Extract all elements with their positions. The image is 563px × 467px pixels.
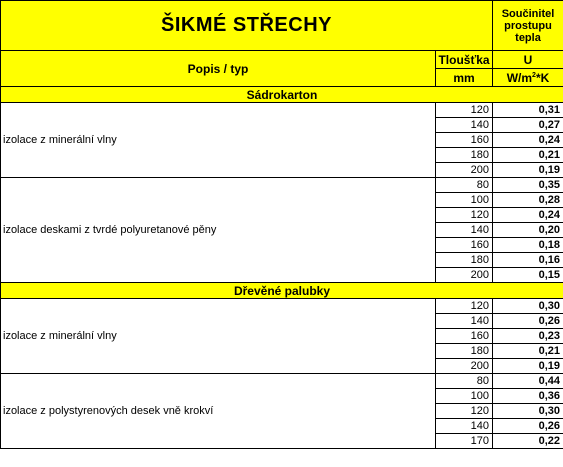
table-row — [1, 299, 563, 314]
u-value-cell: 0,44 — [493, 374, 563, 389]
coef-header: Součinitel prostupu tepla — [493, 1, 563, 51]
u-unit — [493, 69, 563, 87]
u-value-cell: 0,16 — [493, 253, 563, 268]
thickness-cell: 160 — [436, 238, 493, 253]
thickness-cell: 170 — [436, 434, 493, 449]
u-value-cell: 0,21 — [493, 344, 563, 359]
u-value-cell: 0,30 — [493, 299, 563, 314]
thickness-cell: 200 — [436, 268, 493, 283]
u-value-cell: 0,27 — [493, 118, 563, 133]
thickness-cell: 200 — [436, 359, 493, 374]
thickness-cell: 100 — [436, 193, 493, 208]
table-row — [1, 178, 563, 193]
u-unit-prefix: W/m — [506, 70, 533, 85]
page-title: ŠIKMÉ STŘECHY — [1, 1, 493, 51]
u-value-cell: 0,15 — [493, 268, 563, 283]
u-value-cell: 0,24 — [493, 133, 563, 148]
section-row — [1, 87, 563, 103]
u-value-cell: 0,28 — [493, 193, 563, 208]
u-value-cell: 0,30 — [493, 404, 563, 419]
description-header: Popis / typ — [1, 51, 436, 87]
thickness-cell: 80 — [436, 374, 493, 389]
u-value-cell: 0,26 — [493, 314, 563, 329]
u-unit-suffix: *K — [535, 70, 550, 85]
thickness-cell: 140 — [436, 223, 493, 238]
u-header: U — [493, 51, 563, 69]
thickness-cell: 140 — [436, 419, 493, 434]
thickness-unit: mm — [436, 69, 493, 87]
u-value-cell: 0,21 — [493, 148, 563, 163]
section-title: Dřevěné palubky — [1, 283, 563, 299]
thickness-cell: 140 — [436, 314, 493, 329]
section-title: Sádrokarton — [1, 87, 563, 103]
u-value-cell: 0,18 — [493, 238, 563, 253]
u-value-cell: 0,23 — [493, 329, 563, 344]
thickness-cell: 180 — [436, 344, 493, 359]
thickness-cell: 100 — [436, 389, 493, 404]
u-unit-sup: 2 — [532, 71, 536, 79]
u-value-cell: 0,19 — [493, 163, 563, 178]
thickness-cell: 80 — [436, 178, 493, 193]
insulation-description: izolace z minerální vlny — [1, 103, 436, 178]
u-value-cell: 0,36 — [493, 389, 563, 404]
table-body — [1, 1, 563, 449]
thickness-cell: 160 — [436, 133, 493, 148]
insulation-description: izolace deskami z tvrdé polyuretanové pěny — [1, 178, 436, 283]
thickness-cell: 120 — [436, 103, 493, 118]
u-value-cell: 0,22 — [493, 434, 563, 449]
section-row — [1, 283, 563, 299]
u-value-cell: 0,26 — [493, 419, 563, 434]
u-value-cell: 0,24 — [493, 208, 563, 223]
insulation-description: izolace z polystyrenových desek vně krokví — [1, 374, 436, 449]
thickness-cell: 120 — [436, 404, 493, 419]
u-value-cell: 0,19 — [493, 359, 563, 374]
thickness-cell: 180 — [436, 148, 493, 163]
thickness-cell: 180 — [436, 253, 493, 268]
thickness-cell: 160 — [436, 329, 493, 344]
insulation-description: izolace z minerální vlny — [1, 299, 436, 374]
u-value-cell: 0,20 — [493, 223, 563, 238]
u-value-cell: 0,35 — [493, 178, 563, 193]
thickness-cell: 120 — [436, 208, 493, 223]
thickness-cell: 140 — [436, 118, 493, 133]
table-row — [1, 374, 563, 389]
thickness-cell: 200 — [436, 163, 493, 178]
thickness-cell: 120 — [436, 299, 493, 314]
thickness-header: Tloušťka — [436, 51, 493, 69]
table-row — [1, 103, 563, 118]
u-value-cell: 0,31 — [493, 103, 563, 118]
